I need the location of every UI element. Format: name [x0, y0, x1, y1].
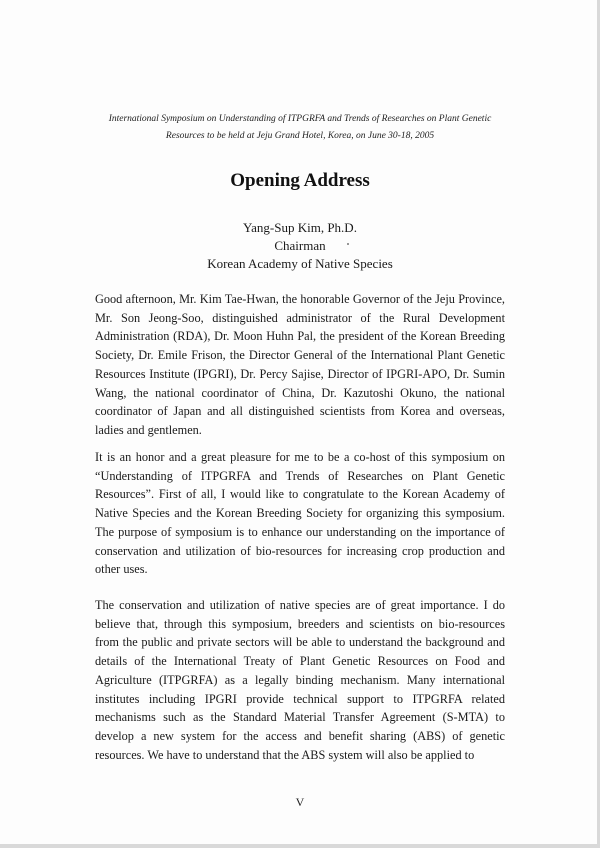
paragraph-greeting: Good afternoon, Mr. Kim Tae-Hwan, the honorable Governor of the Jeju Province, Mr. Son Jeong-Soo, distinguished administrator of the Rural Development Administration (RDA), Dr. Moon Huhn Pal, the president of the Korean Breeding Society, Dr. Emile Frison, the Director General of the International Plant Genetic Resources Institute (IPGRI), Dr. Percy Sajise, Director of IPGRI-APO, Dr. Sumin Wang, the national coordinator of China, Dr. Kazutoshi Okuno, the national coordinator of Japan and all distinguished scientists from Korea and overseas, ladies and gentlemen. — [95, 292, 505, 437]
paragraph-honor: It is an honor and a great pleasure for me to be a co-host of this symposium on “Understanding of ITPGRFA and Trends of Researches on Plant Genetic Resources”. First of all, I would like to congratulate to the Korean Academy of Native Species and the Korean Breeding Society for organizing this symposium. The purpose of symposium is to enhance our understanding on the importance of conservation and utilization of bio-resources for increasing crop production and other uses. — [95, 450, 505, 577]
author-role: Chairman — [274, 238, 326, 253]
page-title: Opening Address — [230, 170, 370, 191]
symposium-header — [60, 111, 540, 145]
author-name: Yang-Sup Kim, Ph.D. — [243, 220, 357, 235]
speck-mark — [347, 243, 349, 245]
header-line-1: International Symposium on Understanding of ITPGRFA and Trends of Researches on Plant Genetic — [108, 114, 492, 124]
author-block — [0, 219, 600, 273]
author-organization: Korean Academy of Native Species — [207, 256, 393, 271]
page-number: V — [295, 795, 305, 809]
paragraph-conservation: The conservation and utilization of native species are of great importance. I do believe that, through this symposium, breeders and scientists on bio-resources from the public and private sectors will be able to understand the background and details of the International Treaty of Plant Genetic Resources on Food and Agriculture (ITPGRFA) as a legally binding mechanism. Many international institutes including IPGRI provide technical support to ITPGRFA related mechanisms such as the Standard Material Transfer Agreement (S-MTA) to develop a new system for the access and benefit sharing (ABS) of genetic resources. We have to understand that the ABS system will also be applied to — [95, 598, 505, 762]
header-line-2: Resources to be held at Jeju Grand Hotel, Korea, on June 30-18, 2005 — [165, 131, 435, 141]
